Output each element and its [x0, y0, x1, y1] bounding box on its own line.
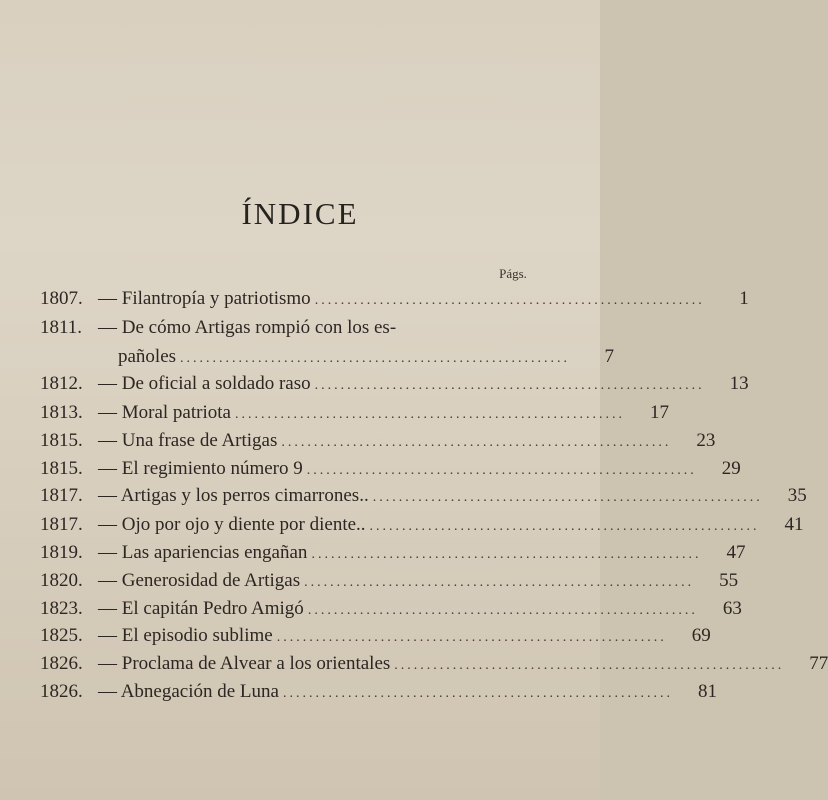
index-entry	[40, 597, 742, 623]
entry-year: 1812.	[40, 373, 83, 394]
entry-title: — El regimiento número 9	[98, 458, 303, 479]
index-entry	[40, 372, 749, 398]
leader-dots: ............................................................	[304, 575, 695, 590]
entry-page-number: 55	[719, 570, 739, 591]
entry-title: — De oficial a soldado raso	[98, 373, 311, 394]
entry-year: 1817.	[40, 514, 83, 535]
index-entry	[40, 457, 741, 483]
entry-page-number: 13	[729, 373, 749, 394]
entry-year: 1826.	[40, 653, 83, 674]
entry-year: 1823.	[40, 598, 83, 619]
entry-year: 1807.	[40, 288, 83, 309]
entry-page-number: 29	[721, 458, 741, 479]
entry-year: 1826.	[40, 681, 83, 702]
entry-page-number: 23	[696, 430, 716, 451]
leader-dots: ............................................................	[307, 603, 698, 618]
index-entry	[40, 484, 807, 510]
entry-title: — Filantropía y patriotismo	[98, 288, 311, 309]
index-entry	[40, 569, 739, 595]
entry-page-number: 47	[726, 542, 746, 563]
index-entry	[40, 624, 711, 650]
leader-dots: ............................................................	[180, 351, 571, 366]
entry-year: 1819.	[40, 542, 83, 563]
leader-dots: ............................................................	[314, 293, 705, 308]
entry-title: — Una frase de Artigas	[98, 430, 278, 451]
leader-dots: ............................................................	[394, 658, 785, 673]
entry-title: — El episodio sublime	[98, 625, 273, 646]
entry-page-number: 35	[787, 485, 807, 506]
pages-column-header: Págs.	[499, 266, 527, 281]
leader-dots: ............................................................	[306, 463, 697, 478]
index-entry	[40, 429, 716, 455]
entry-title: — Moral patriota	[98, 402, 231, 423]
entry-page-number: 81	[697, 681, 717, 702]
entry-page-number: 41	[784, 514, 804, 535]
index-entry	[40, 680, 717, 706]
leader-dots: ............................................................	[234, 407, 625, 422]
index-entry	[40, 316, 545, 340]
leader-dots: ............................................................	[281, 435, 672, 450]
entry-title: — Generosidad de Artigas	[98, 570, 301, 591]
entry-year: 1817.	[40, 485, 83, 506]
entry-year: 1815.	[40, 430, 83, 451]
leader-dots: ............................................................	[311, 547, 702, 562]
index-entry	[40, 652, 828, 678]
leader-dots: ............................................................	[276, 630, 667, 645]
entry-year: 1825.	[40, 625, 83, 646]
index-entry	[40, 287, 749, 313]
entry-year: 1813.	[40, 402, 83, 423]
leader-dots: ............................................................	[369, 519, 760, 534]
entry-title: — Abnegación de Luna	[98, 681, 279, 702]
entry-page-number: 77	[809, 653, 828, 674]
index-title: ÍNDICE	[241, 196, 359, 231]
entry-title: — El capitán Pedro Amigó	[98, 598, 304, 619]
entry-year: 1815.	[40, 458, 83, 479]
entry-page-number: 63	[722, 598, 742, 619]
entry-title-continuation: pañoles	[118, 346, 177, 367]
entry-page-number: 7	[604, 346, 615, 367]
entry-title: — Las apariencias engañan	[98, 542, 308, 563]
index-entry	[40, 401, 669, 427]
entry-title: — De cómo Artigas rompió con los es-	[98, 317, 397, 338]
entry-page-number: 69	[691, 625, 711, 646]
leader-dots: ............................................................	[314, 378, 705, 393]
entry-page-number: 17	[649, 402, 669, 423]
entry-title: — Proclama de Alvear a los orientales	[98, 653, 391, 674]
entry-year: 1820.	[40, 570, 83, 591]
entry-title: — Ojo por ojo y diente por diente..	[98, 514, 366, 535]
index-entry	[40, 513, 804, 539]
index-entry	[40, 541, 746, 567]
index-entry-continuation	[118, 345, 615, 371]
entry-page-number: 1	[739, 288, 749, 309]
leader-dots: ............................................................	[282, 686, 673, 701]
entry-title: — Artigas y los perros cimarrones..	[98, 485, 369, 506]
entry-year: 1811.	[40, 317, 83, 338]
leader-dots: ............................................................	[372, 490, 763, 505]
